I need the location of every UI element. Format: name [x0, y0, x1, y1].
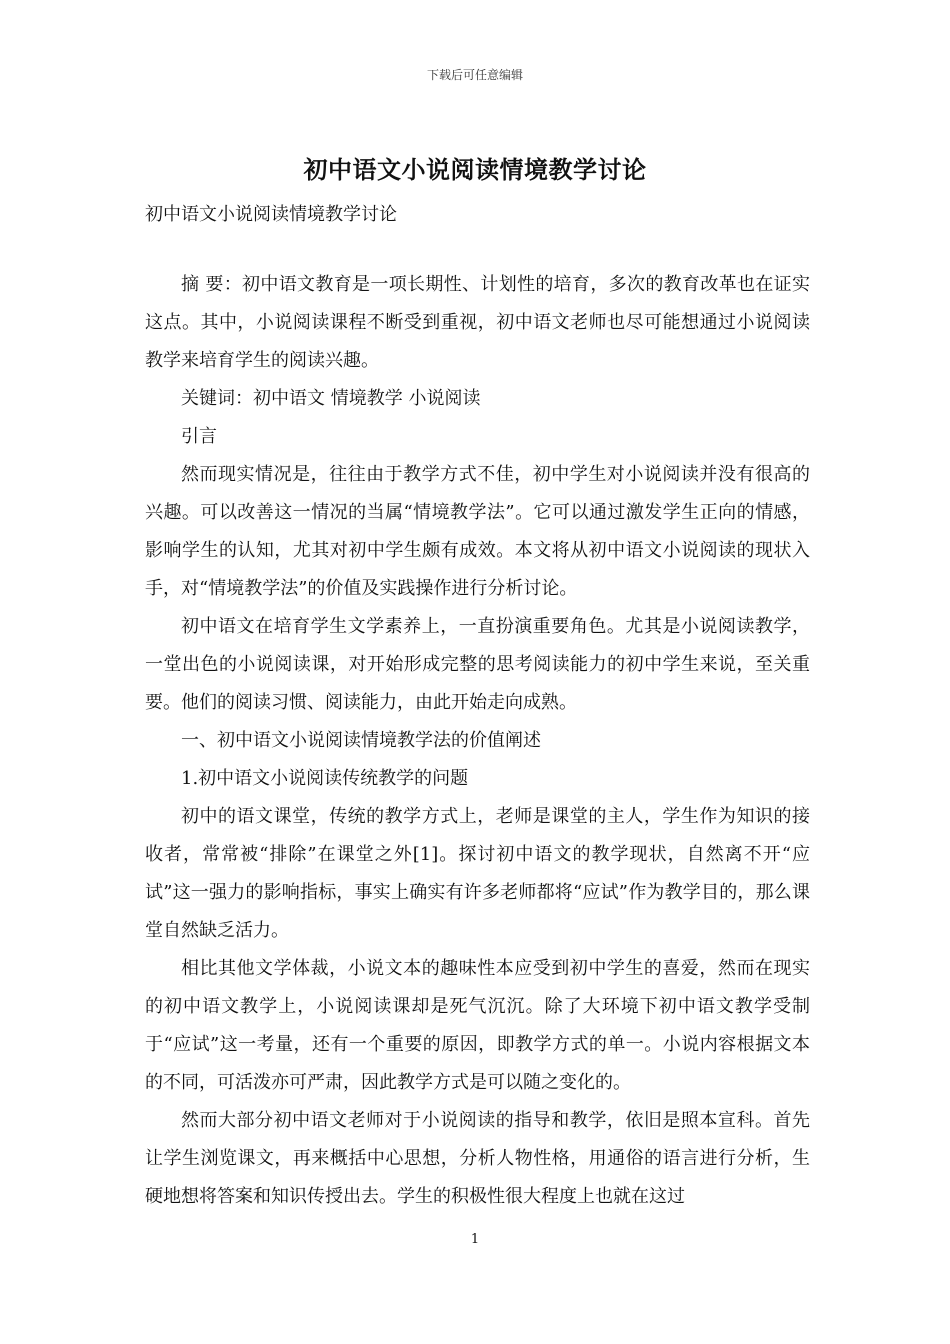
- document-subtitle: 初中语文小说阅读情境教学讨论: [145, 204, 397, 225]
- section-heading: 一、初中语文小说阅读情境教学法的价值阐述: [181, 730, 541, 751]
- abstract-paragraph: 摘 要：初中语文教育是一项长期性、计划性的培育，多次的教育改革也在证实这点。其中，小说阅读课程不断受到重视，初中语文老师也尽可能想通过小说阅读教学来培育学生的阅读兴趣。: [145, 274, 810, 371]
- subsection-heading: 1.初中语文小说阅读传统教学的问题: [181, 768, 469, 789]
- body-paragraph: 相比其他文学体裁，小说文本的趣味性本应受到初中学生的喜爱，然而在现实的初中语文教学上，小说阅读课却是死气沉沉。除了大环境下初中语文教学受制于“应试”这一考量，还有一个重要的原因，即教学方式的单一。小说内容根据文本的不同，可活泼亦可严肃，因此教学方式是可以随之变化的。: [145, 958, 810, 1093]
- document-body: [145, 266, 810, 1216]
- intro-heading: 引言: [181, 426, 217, 447]
- body-paragraph: 初中的语文课堂，传统的教学方式上，老师是课堂的主人，学生作为知识的接收者，常常被“排除”在课堂之外[1]。探讨初中语文的教学现状，自然离不开“应试”这一强力的影响指标，事实上确实有许多老师都将“应试”作为教学目的，那么课堂自然缺乏活力。: [145, 806, 810, 941]
- page-number: 1: [470, 1232, 480, 1247]
- body-paragraph: 然而现实情况是，往往由于教学方式不佳，初中学生对小说阅读并没有很高的兴趣。可以改善这一情况的当属“情境教学法”。它可以通过激发学生正向的情感，影响学生的认知，尤其对初中学生颇有成效。本文将从初中语文小说阅读的现状入手，对“情境教学法”的价值及实践操作进行分析讨论。: [145, 464, 810, 599]
- body-paragraph: 然而大部分初中语文老师对于小说阅读的指导和教学，依旧是照本宣科。首先让学生浏览课文，再来概括中心思想，分析人物性格，用通俗的语言进行分析，生硬地想将答案和知识传授出去。学生的积极性很大程度上也就在这过: [145, 1110, 810, 1207]
- keywords-paragraph: 关键词：初中语文 情境教学 小说阅读: [181, 388, 481, 409]
- header-note: 下载后可任意编辑: [426, 68, 523, 82]
- document-title: 初中语文小说阅读情境教学讨论: [303, 155, 647, 184]
- body-paragraph: 初中语文在培育学生文学素养上，一直扮演重要角色。尤其是小说阅读教学，一堂出色的小说阅读课，对开始形成完整的思考阅读能力的初中学生来说，至关重要。他们的阅读习惯、阅读能力，由此开始走向成熟。: [145, 616, 810, 713]
